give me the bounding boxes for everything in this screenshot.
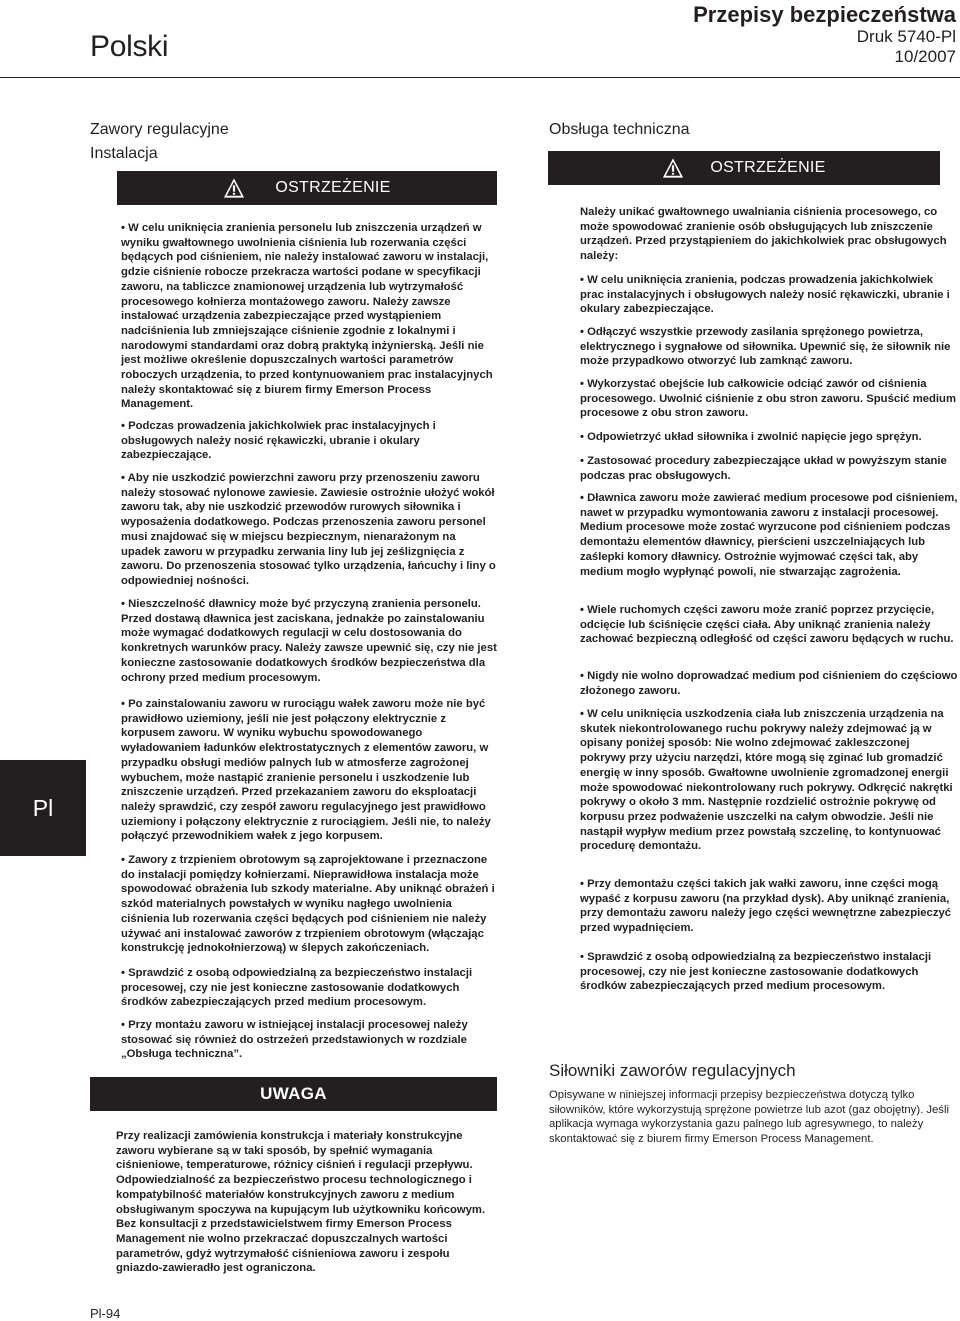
actuators-text: Opisywane w niniejszej informacji przepisy bezpieczeństwa dotyczą tylko siłowników, które wykorzystują sprężone powietrze lub azot (gaz obojętny). Jeśli aplikacja wymaga wykorzystania gazu palnego lub agresywnego, to należy skontaktować się z biurem firmy Emerson Process Management. (549, 1089, 949, 1146)
maintenance-bullet: • Dławnica zaworu może zawierać medium procesowe pod ciśnieniem, nawet w przypadku wymontowania zaworu z instalacji procesowej. Medium procesowe może zostać wyrzucone pod ciśnieniem podczas demontażu elementów dławnicy, pierścieni uszczelniających lub zaślepki komory dławnicy. Ostrożnie wyjmować części tak, aby medium mogło wypłynąć powoli, nie stwarzając zagrożenia. (580, 492, 958, 578)
warning-banner-installation (117, 171, 497, 205)
warning-triangle-icon (223, 177, 245, 199)
maintenance-bullet: • Nigdy nie wolno doprowadzać medium pod ciśnieniem do częściowo złożonego zaworu. (580, 670, 958, 697)
document-number: Druk 5740-Pl (856, 27, 956, 46)
note-text: Przy realizacji zamówienia konstrukcja i materiały konstrukcyjne zaworu wybierane są w taki sposób, by spełnić wymagania ciśnieniowe, temperaturowe, różnicy ciśnień i regulacji przepływu. Odpowiedzialność za bezpieczeństwo procesu technologicznego i kompatybilność materiałów konstrukcyjnych zaworu z medium obsługiwanym spoczywa na kupującym lub użytkowniku końcowym. Bez konsultacji z przedstawicielstwem firmy Emerson Process Management nie wolno przekraczać dopuszczalnych wartości parametrów, gdyż wytrzymałość ciśnieniowa zaworu i zespołu gniazdo-zawieradło jest ograniczona. (116, 1130, 486, 1275)
page-number: Pl-94 (90, 1306, 121, 1321)
maintenance-bullet: • W celu uniknięcia zranienia, podczas prowadzenia jakichkolwiek prac instalacyjnych i obsługowych należy nosić rękawiczki, ubranie i okulary zabezpieczające. (580, 274, 950, 316)
maintenance-bullet: • W celu uniknięcia uszkodzenia ciała lub zniszczenia urządzenia na skutek niekontrolowanego ruchu pokrywy należy zdejmować ją w opisany poniżej sposób: Nie wolno zdejmować zakleszczonej pokrywy przy użyciu narzędzi, które mogą się zginać lub gromadzić energię w inny sposób. Gwałtowne uwolnienie zgromadzonej energii może spowodować niekontrolowany ruch pokrywy. Odkręcić nakrętki pokrywy o około 3 mm. Następnie rozdzielić ostrożnie pokrywę od korpusu przez podważenie uszczelki na całym obwodzie. Jeśli nie nastąpił wypływ medium przez powstałą szczelinę, to kontynuować procedurę demontażu. (580, 708, 953, 853)
maintenance-bullet: • Sprawdzić z osobą odpowiedzialną za bezpieczeństwo instalacji procesowej, czy nie jest konieczne zastosowanie dodatkowych środków zabezpieczających przed medium procesowym. (580, 951, 932, 993)
maintenance-bullet: • Zastosować procedury zabezpieczające układ w powyższym stanie podczas prac obsługowych. (580, 455, 947, 482)
maintenance-bullet: • Wykorzystać obejście lub całkowicie odciąć zawór od ciśnienia procesowego. Uwolnić ciśnienie z obu stron zaworu. Spuścić medium procesowe z obu stron zaworu. (580, 378, 957, 420)
document-date: 10/2007 (894, 47, 956, 66)
language-side-tab (0, 760, 86, 856)
warning-bullet: • Po zainstalowaniu zaworu w rurociągu wałek zaworu może nie być prawidłowo uziemiony, jeśli nie jest połączony elektrycznie z korpusem zaworu. W wyniku wybuchu spowodowanego wyładowaniem ładunków elektrostatycznych z elementów zaworu, w przypadku obsługi mediów palnych lub w atmosferze zagrożonej wybuchem, może nastąpić zranienie personelu i uszkodzenie lub zniszczenie urządzeń. Przed przekazaniem zaworu do eksploatacji należy sprawdzić, czy zespół zaworu regulacyjnego jest prawidłowo uziemiony i połączony elektrycznie z rurociągiem. Jeśli nie, to należy połączyć przewodnikiem wałek z jego korpusem. (121, 698, 491, 843)
warning-label: OSTRZEŻENIE (275, 179, 391, 196)
note-banner (90, 1077, 497, 1111)
maintenance-bullet: • Odpowietrzyć układ siłownika i zwolnić napięcie jego sprężyn. (580, 431, 922, 443)
language-title: Polski (90, 30, 169, 63)
note-label: UWAGA (260, 1084, 327, 1103)
warning-bullet: • Sprawdzić z osobą odpowiedzialną za bezpieczeństwo instalacji procesowej, czy nie jest konieczne zastosowanie dodatkowych środków zabezpieczających przed medium procesowym. (121, 967, 473, 1009)
warning-bullet: • Podczas prowadzenia jakichkolwiek prac instalacyjnych i obsługowych należy nosić rękawiczki, ubranie i okulary zabezpieczające. (121, 420, 436, 462)
warning-bullet: • Nieszczelność dławnicy może być przyczyną zranienia personelu. Przed dostawą dławnica jest zaciskana, jednakże po zainstalowaniu może wymagać dodatkowych regulacji w celu dostosowania do konkretnych warunków pracy. Należy zawsze upewnić się, czy nie jest konieczne zastosowanie dodatkowych środków bezpieczeństwa dla ochrony przed medium procesowym. (121, 598, 497, 684)
document-title: Przepisy bezpieczeństwa (693, 2, 956, 27)
maintenance-bullet: • Odłączyć wszystkie przewody zasilania sprężonego powietrza, elektrycznego i sygnałowe od siłownika. Upewnić się, że siłownik nie może przypadkowo otworzyć lub zamknąć zaworu. (580, 326, 951, 368)
maintenance-bullet: • Przy demontażu części takich jak wałki zaworu, inne części mogą wypaść z korpusu zaworu (na przykład dysk). Aby uniknąć zranienia, przy demontażu zaworu należy jego części wewnętrzne zabezpieczyć przed wypadnięciem. (580, 878, 952, 935)
warning-banner-maintenance (548, 151, 940, 185)
section-heading-maintenance: Obsługa techniczna (549, 121, 690, 138)
warning-bullet: • Przy montażu zaworu w istniejącej instalacji procesowej należy stosować się również do ostrzeżeń przedstawionych w rozdziale „Obsługa techniczna”. (121, 1019, 468, 1061)
header-divider (0, 77, 960, 78)
warning-bullet: • Zawory z trzpieniem obrotowym są zaprojektowane i przeznaczone do instalacji pomiędzy kołnierzami. Nieprawidłowa instalacja może spowodować obrażenia lub szkody materialne. Aby uniknąć obrażeń i szkód materialnych powstałych w wyniku nagłego uwolnienia ciśnienia lub rozerwania części będących pod ciśnieniem nie należy używać ani instalować zaworów z trzpieniem obrotowym (włączając konstrukcję jednokołnierzową) w ślepych zakończeniach. (121, 854, 495, 955)
warning-triangle-icon (662, 157, 684, 179)
warning-label: OSTRZEŻENIE (710, 159, 826, 176)
warning-bullet: • Aby nie uszkodzić powierzchni zaworu przy przenoszeniu zaworu należy stosować nylonowe zawiesie. Zawiesie ostrożnie ułożyć wokół zaworu tak, aby nie uszkodzić przewodów rurowych siłownika i wyposażenia dodatkowego. Podczas przenoszenia zaworu personel musi znajdować się w miejscu bezpiecznym, nienarażonym na upadek zaworu w przypadku zerwania liny lub jej ześlizgnięcia z zaworu. Do przenoszenia stosować tylko urządzenia, łańcuchy i liny o odpowiedniej nośności. (121, 472, 496, 587)
maintenance-bullet: • Wiele ruchomych części zaworu może zranić poprzez przycięcie, odcięcie lub ściśnięcie części ciała. Aby uniknąć zranienia należy zachować bezpieczną odległość od części zaworu będących w ruchu. (580, 604, 954, 646)
warning-bullet: • W celu uniknięcia zranienia personelu lub zniszczenia urządzeń w wyniku gwałtownego uwolnienia ciśnienia lub rozerwania części będących pod ciśnieniem, nie należy instalować zaworu w instalacji, gdzie ciśnienie robocze przekracza wartości podane w specyfikacji zaworu, na tabliczce znamionowej urządzenia lub wytrzymałość procesowego kołnierza montażowego zaworu. Należy zawsze instalować urządzenia zabezpieczające przed wystąpieniem nadciśnienia lub zmniejszające ciśnienie zgodnie z lokalnymi i narodowymi standardami oraz dobrą praktyką inżynierską. Jeśli nie jest możliwe określenie dopuszczalnych wartości parametrów roboczych urządzenia, to przed kontynuowaniem prac instalacyjnych należy skontaktować się z biurem firmy Emerson Process Management. (121, 222, 493, 411)
subsection-heading-installation: Instalacja (90, 145, 158, 162)
maintenance-intro: Należy unikać gwałtownego uwalniania ciśnienia procesowego, co może spowodować zranienie osób obsługujących lub zniszczenie urządzeń. Przed przystąpieniem do jakichkolwiek prac obsługowych należy: (580, 206, 947, 263)
section-heading-actuators: Siłowniki zaworów regulacyjnych (549, 1061, 796, 1080)
side-tab-label: Pl (32, 794, 54, 821)
section-heading-control-valves: Zawory regulacyjne (90, 121, 229, 138)
